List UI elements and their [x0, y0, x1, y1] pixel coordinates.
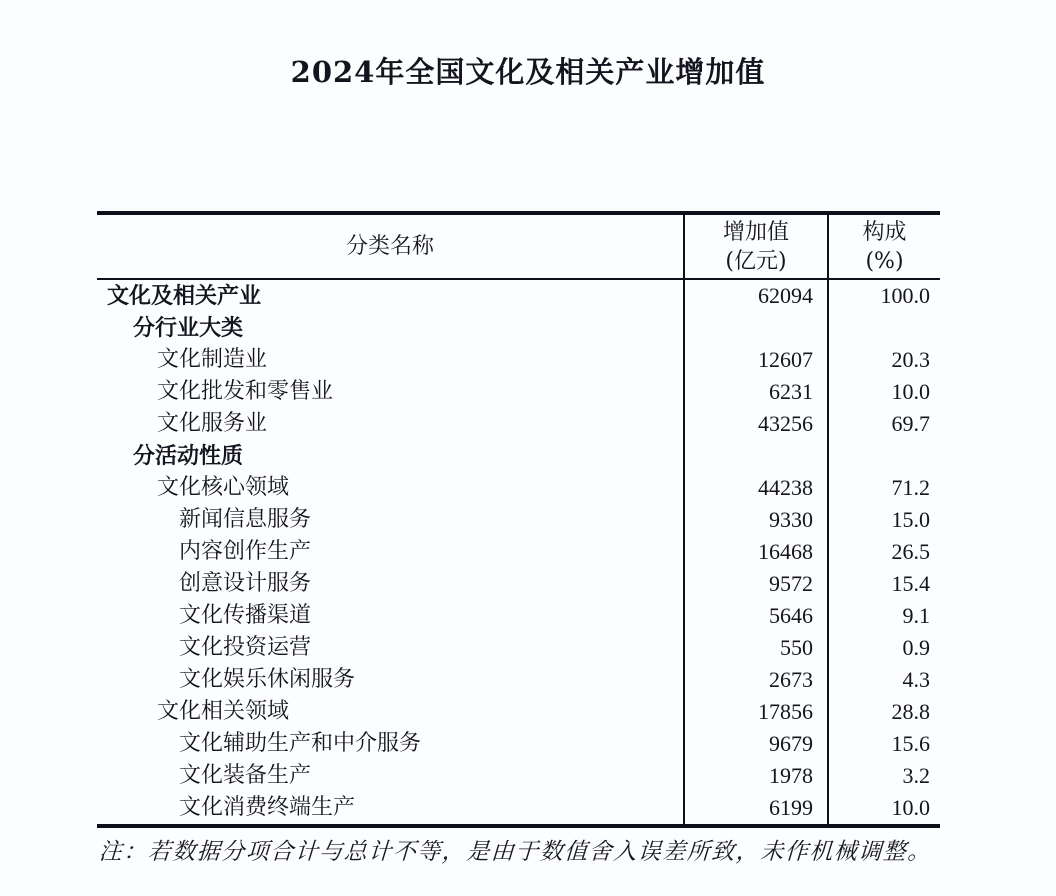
value-cell: 16468 — [684, 536, 828, 568]
category-cell: 文化装备生产 — [97, 760, 684, 792]
col-header-category-label: 分类名称 — [345, 234, 434, 259]
share-cell: 15.6 — [891, 731, 930, 756]
category-cell: 分活动性质 — [97, 440, 684, 472]
share-cell: 28.8 — [891, 699, 930, 724]
table-row — [97, 600, 940, 632]
col-header-value — [684, 213, 828, 279]
header-row — [97, 213, 940, 279]
category-cell: 新闻信息服务 — [97, 504, 684, 536]
share-cell: 69.7 — [891, 411, 930, 436]
value-cell: 5646 — [684, 600, 828, 632]
share-cell: 9.1 — [902, 603, 930, 628]
stats-table — [97, 211, 940, 828]
share-cell: 26.5 — [891, 539, 930, 564]
table-row — [97, 536, 940, 568]
category-cell: 文化制造业 — [97, 344, 684, 376]
table-row — [97, 568, 940, 600]
share-cell: 20.3 — [891, 347, 930, 372]
share-cell — [828, 440, 940, 472]
table-row — [97, 632, 940, 664]
value-cell: 9679 — [684, 728, 828, 760]
table-row — [97, 376, 940, 408]
col-header-share-line2: (%) — [865, 248, 904, 274]
col-header-value-line2: (亿元) — [725, 248, 787, 274]
col-header-category — [97, 213, 684, 279]
category-cell: 内容创作生产 — [97, 536, 684, 568]
value-cell: 6231 — [684, 376, 828, 408]
value-cell: 550 — [684, 632, 828, 664]
share-cell — [828, 312, 940, 344]
table-row — [97, 440, 940, 472]
share-cell: 10.0 — [891, 379, 930, 404]
table-row — [97, 760, 940, 792]
value-cell: 17856 — [684, 696, 828, 728]
category-cell: 文化服务业 — [97, 408, 684, 440]
table-body — [97, 279, 940, 826]
category-cell: 文化传播渠道 — [97, 600, 684, 632]
category-cell: 文化批发和零售业 — [97, 376, 684, 408]
table-container — [97, 211, 940, 828]
share-cell: 10.0 — [891, 795, 930, 820]
category-cell: 文化投资运营 — [97, 632, 684, 664]
value-cell: 12607 — [684, 344, 828, 376]
table-row — [97, 696, 940, 728]
category-cell: 文化消费终端生产 — [97, 792, 684, 826]
value-cell: 9330 — [684, 504, 828, 536]
category-cell: 文化娱乐休闲服务 — [97, 664, 684, 696]
category-cell: 创意设计服务 — [97, 568, 684, 600]
value-cell: 1978 — [684, 760, 828, 792]
value-cell — [684, 312, 828, 344]
category-cell: 文化核心领域 — [97, 472, 684, 504]
share-cell: 100.0 — [880, 283, 930, 308]
page-title: 2024年全国文化及相关产业增加值 — [290, 55, 766, 89]
value-cell: 62094 — [684, 279, 828, 312]
col-header-share — [828, 213, 940, 279]
value-cell: 43256 — [684, 408, 828, 440]
col-header-share-line1: 构成 — [862, 219, 907, 245]
table-row — [97, 664, 940, 696]
category-cell: 文化相关领域 — [97, 696, 684, 728]
share-cell: 4.3 — [902, 667, 930, 692]
share-cell: 15.0 — [891, 507, 930, 532]
share-cell: 71.2 — [891, 475, 930, 500]
value-cell: 44238 — [684, 472, 828, 504]
value-cell: 9572 — [684, 568, 828, 600]
table-row — [97, 344, 940, 376]
table-row — [97, 472, 940, 504]
footnote: 注：若数据分项合计与总计不等，是由于数值舍入误差所致，未作机械调整。 — [98, 839, 933, 865]
table-row — [97, 728, 940, 760]
table-row — [97, 312, 940, 344]
table-row — [97, 408, 940, 440]
category-cell: 分行业大类 — [97, 312, 684, 344]
col-header-value-line1: 增加值 — [722, 219, 789, 245]
value-cell: 2673 — [684, 664, 828, 696]
table-row — [97, 792, 940, 826]
category-cell: 文化及相关产业 — [97, 279, 684, 312]
value-cell: 6199 — [684, 792, 828, 826]
value-cell — [684, 440, 828, 472]
share-cell: 3.2 — [902, 763, 930, 788]
share-cell: 15.4 — [891, 571, 930, 596]
table-row — [97, 279, 940, 312]
share-cell: 0.9 — [902, 635, 930, 660]
category-cell: 文化辅助生产和中介服务 — [97, 728, 684, 760]
table-row — [97, 504, 940, 536]
